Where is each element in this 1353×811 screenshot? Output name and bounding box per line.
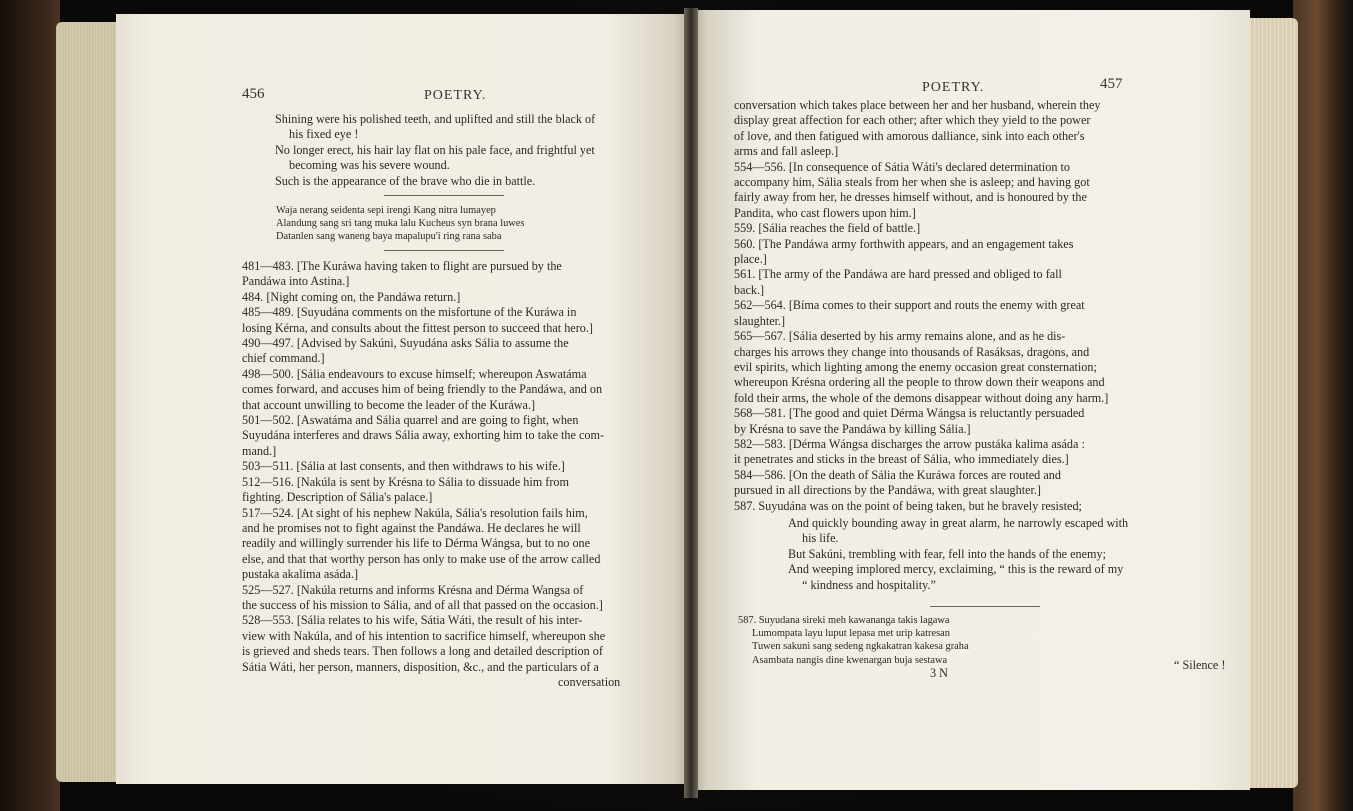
verse-line: becoming was his severe wound.: [289, 158, 450, 173]
verse-line: And quickly bounding away in great alarm, he narrowly escaped with: [788, 516, 1129, 530]
verse-line: No longer erect, his hair lay flat on his pale face, and frightful yet: [275, 142, 595, 157]
text-line: Pandita, who cast flowers upon him.]: [734, 205, 916, 220]
catchword: “ Silence !: [1174, 658, 1226, 672]
text-line: back.]: [734, 282, 765, 297]
original-line: Waja nerang seidenta sepi irengi Kang nitra lumayep: [276, 205, 496, 216]
text-line: 498—500. [Sália endeavours to excuse himself; whereupon Aswatáma: [242, 366, 587, 381]
text-line: whereupon Krésna ordering all the people to throw down their weapons and: [734, 375, 1105, 390]
text-line: 501—502. [Aswatáma and Sália quarrel and are going to fight, when: [242, 413, 579, 428]
original-line: Datanlen sang waneng baya mapalupu'i ring rana saba: [276, 231, 502, 243]
text-line: arms and fall asleep.]: [734, 144, 839, 159]
text-line: 559. [Sália reaches the field of battle.]: [734, 221, 921, 236]
text-line: evil spirits, which lighting among the enemy occasion great consternation;: [734, 359, 1097, 374]
text-line: losing Kérna, and consults about the fittest person to succeed that hero.]: [242, 320, 593, 335]
text-line: 525—527. [Nakúla returns and informs Krésna and Dérma Wangsa of: [242, 582, 584, 597]
original-line: Lumompata layu luput lepasa met urip katresan: [752, 628, 950, 640]
verse-line: “ kindness and hospitality.”: [802, 577, 936, 592]
original-text: [738, 614, 969, 667]
original-line: 587. Suyudana sireki meh kawananga takis lagawa: [738, 615, 950, 626]
original-text: [276, 204, 524, 244]
text-line: 517—524. [At sight of his nephew Nakúla, Sália's resolution fails him,: [242, 505, 588, 520]
running-header: POETRY.: [424, 88, 487, 103]
text-line: 485—489. [Suyudána comments on the misfortune of the Kuráwa in: [242, 305, 577, 320]
divider: [930, 606, 1040, 607]
text-line: 582—583. [Dérma Wángsa discharges the arrow pustáka kalima asáda :: [734, 436, 1085, 451]
text-line: by Krésna to save the Pandáwa by killing Sália.]: [734, 421, 971, 436]
text-line: 565—567. [Sália deserted by his army remains alone, and as he dis-: [734, 329, 1066, 344]
text-line: of love, and then fatigued with amorous dalliance, sink into each other's: [734, 128, 1085, 143]
page-number: 457: [1100, 76, 1123, 92]
text-line: 562—564. [Bíma comes to their support and routs the enemy with great: [734, 298, 1085, 313]
text-line: 528—553. [Sália relates to his wife, Sátia Wáti, the result of his inter-: [242, 613, 583, 628]
original-line: Alandung sang sri tang muka lalu Kucheus syn brana luwes: [276, 218, 525, 230]
text-line: and he promises not to fight against the Pandáwa. He declares he will: [242, 520, 581, 535]
text-line: Sátia Wáti, her person, manners, disposition, &c., and the particulars of a: [242, 659, 599, 674]
catchword: conversation: [558, 675, 621, 689]
text-line: comes forward, and accuses him of being friendly to the Pandáwa, and on: [242, 382, 603, 397]
text-line: place.]: [734, 252, 767, 267]
page-number: 456: [242, 86, 265, 102]
text-line: else, and that that worthy person has only to make use of the arrow called: [242, 551, 601, 566]
text-line: display great affection for each other; after which they yield to the power: [734, 113, 1091, 128]
left-cover: [0, 0, 60, 811]
text-line: 512—516. [Nakúla is sent by Krésna to Sália to dissuade him from: [242, 474, 569, 489]
text-line: charges his arrows they change into thousands of Rasáksas, dragons, and: [734, 344, 1090, 359]
verse-block: [275, 112, 595, 189]
divider: [384, 195, 504, 196]
text-line: the success of his mission to Sália, and of all that passed on the occasion.]: [242, 597, 603, 612]
text-line: 560. [The Pandáwa army forthwith appears, and an engagement takes: [734, 236, 1074, 251]
summary-text: [242, 259, 605, 675]
text-line: 503—511. [Sália at last consents, and then withdraws to his wife.]: [242, 459, 565, 474]
verse-line: And weeping implored mercy, exclaiming, “ this is the reward of my: [788, 562, 1124, 577]
text-line: Pandáwa into Astina.]: [242, 274, 350, 289]
text-line: 587. Suyudána was on the point of being taken, but he bravely resisted;: [734, 498, 1082, 513]
verse-line: his fixed eye !: [289, 127, 359, 142]
summary-text: [734, 98, 1108, 514]
book-gutter: [684, 8, 698, 798]
running-header: POETRY.: [922, 80, 985, 95]
verse-line: Such is the appearance of the brave who die in battle.: [275, 173, 536, 188]
verse-line: his life.: [802, 531, 839, 546]
text-line: 561. [The army of the Pandáwa are hard pressed and obliged to fall: [734, 267, 1062, 282]
text-line: Suyudána interferes and draws Sália away, exhorting him to take the com-: [242, 428, 605, 443]
left-page-edges: [56, 22, 120, 782]
divider: [384, 250, 504, 251]
text-line: mand.]: [242, 443, 277, 458]
original-line: Tuwen sakuni sang sedeng ngkakatran kakesa graha: [752, 641, 969, 653]
text-line: view with Nakúla, and of his intention to sacrifice himself, whereupon she: [242, 628, 606, 643]
text-line: 554—556. [In consequence of Sátia Wáti's declared determination to: [734, 159, 1071, 174]
verse-line: But Sakúni, trembling with fear, fell into the hands of the enemy;: [788, 546, 1107, 561]
text-line: 481—483. [The Kuráwa having taken to flight are pursued by the: [242, 259, 562, 273]
text-line: is grieved and sheds tears. Then follows a long and detailed description of: [242, 644, 603, 659]
text-line: it penetrates and sticks in the breast of Sália, who immediately dies.]: [734, 452, 1069, 467]
text-line: pursued in all directions by the Pandáwa, with great slaughter.]: [734, 483, 1041, 498]
text-line: 568—581. [The good and quiet Dérma Wángsa is reluctantly persuaded: [734, 406, 1085, 421]
signature-mark: 3 N: [930, 666, 948, 680]
text-line: fairly away from her, he dresses himself without, and is honoured by the: [734, 190, 1087, 205]
left-page: [116, 14, 690, 784]
right-cover: [1293, 0, 1353, 811]
text-line: readily and willingly surrender his life to Dérma Wángsa, but to no one: [242, 536, 591, 551]
text-line: accompany him, Sália steals from her when she is asleep; and having got: [734, 175, 1090, 190]
text-line: slaughter.]: [734, 313, 786, 328]
text-line: conversation which takes place between her and her husband, wherein they: [734, 98, 1101, 112]
text-line: 490—497. [Advised by Sakúni, Suyudána asks Sália to assume the: [242, 336, 569, 351]
text-line: that account unwilling to become the leader of the Kuráwa.]: [242, 397, 536, 412]
text-line: 484. [Night coming on, the Pandáwa return.]: [242, 289, 461, 304]
text-line: pustaka akalima asáda.]: [242, 567, 359, 582]
text-line: fold their arms, the whole of the demons disappear without doing any harm.]: [734, 390, 1109, 405]
text-line: 584—586. [On the death of Sália the Kuráwa forces are routed and: [734, 467, 1061, 482]
text-line: fighting. Description of Sália's palace.]: [242, 490, 433, 505]
verse-block: [788, 516, 1128, 593]
verse-line: Shining were his polished teeth, and uplifted and still the black of: [275, 112, 596, 126]
right-page: [690, 10, 1250, 790]
text-line: chief command.]: [242, 351, 325, 366]
original-line: Asambata nangis dine kwenargan buja sestawa: [752, 654, 948, 666]
